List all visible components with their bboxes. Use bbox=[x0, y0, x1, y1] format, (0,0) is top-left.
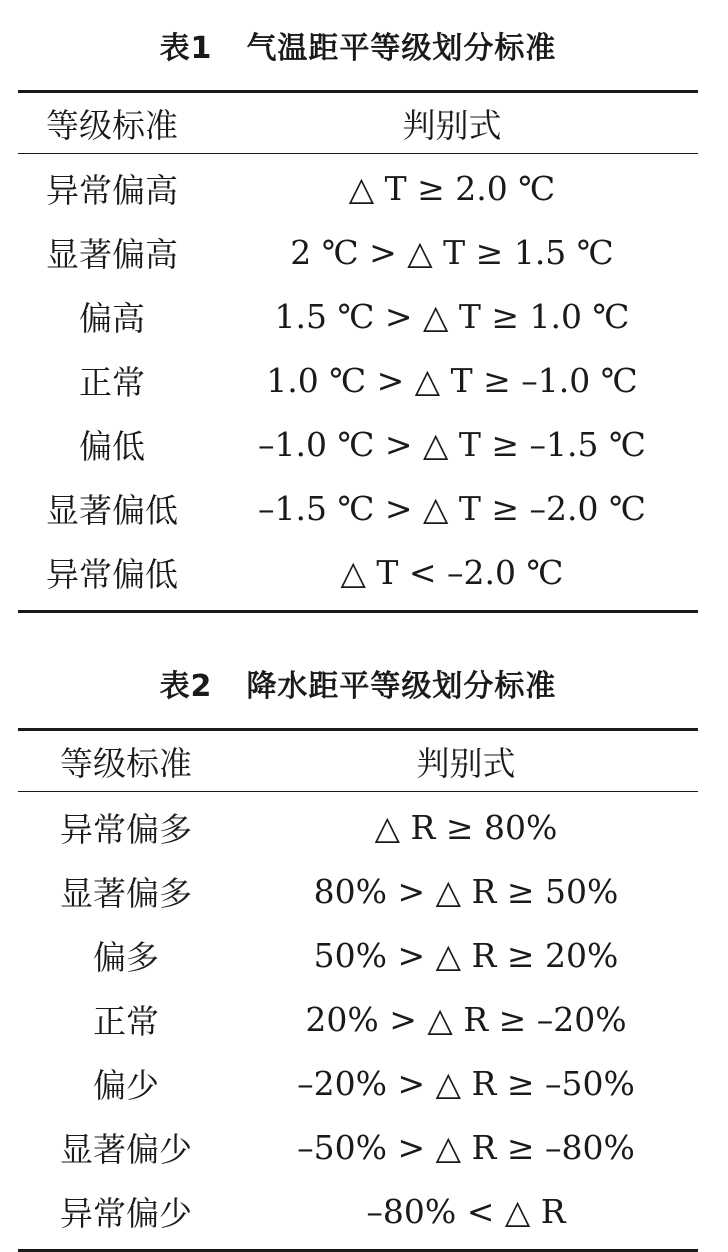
level-cell: 异常偏高 bbox=[46, 170, 178, 210]
criterion-cell: △ R ≥ 80% bbox=[374, 807, 558, 847]
criterion-cell: 1.0 ℃ > △ T ≥ –1.0 ℃ bbox=[266, 360, 638, 400]
table-row bbox=[18, 476, 698, 540]
level-cell: 偏少 bbox=[93, 1065, 159, 1105]
level-cell: 偏低 bbox=[79, 426, 145, 466]
criterion-cell: –1.0 ℃ > △ T ≥ –1.5 ℃ bbox=[258, 424, 646, 464]
table-caption bbox=[18, 0, 698, 90]
level-cell: 异常偏少 bbox=[60, 1193, 192, 1233]
precipitation-anomaly-table bbox=[18, 638, 698, 1252]
table-row bbox=[18, 412, 698, 476]
criterion-cell: △ T < –2.0 ℃ bbox=[340, 552, 564, 592]
table-row bbox=[18, 923, 698, 987]
header-level: 等级标准 bbox=[46, 105, 178, 145]
table-caption bbox=[18, 638, 698, 728]
criterion-cell: 1.5 ℃ > △ T ≥ 1.0 ℃ bbox=[274, 296, 630, 336]
level-cell: 偏多 bbox=[93, 937, 159, 977]
table-row bbox=[18, 859, 698, 923]
temperature-anomaly-table bbox=[18, 0, 698, 613]
header-criterion: 判别式 bbox=[402, 105, 502, 145]
caption-label: 表2 bbox=[159, 669, 213, 704]
table-header-row bbox=[18, 731, 698, 791]
level-cell: 显著偏高 bbox=[46, 234, 178, 274]
table-row bbox=[18, 1179, 698, 1243]
table-row bbox=[18, 1115, 698, 1179]
caption-title: 气温距平等级划分标准 bbox=[246, 31, 557, 66]
criterion-cell: –80% < △ R bbox=[366, 1191, 566, 1231]
criterion-cell: –50% > △ R ≥ –80% bbox=[297, 1127, 635, 1167]
level-cell: 正常 bbox=[79, 362, 145, 402]
criterion-cell: 20% > △ R ≥ –20% bbox=[305, 999, 627, 1039]
header-rule bbox=[18, 153, 698, 154]
criterion-cell: 80% > △ R ≥ 50% bbox=[313, 871, 619, 911]
level-cell: 显著偏多 bbox=[60, 873, 192, 913]
table-row bbox=[18, 348, 698, 412]
table-row bbox=[18, 795, 698, 859]
bottom-rule bbox=[18, 610, 698, 613]
level-cell: 显著偏低 bbox=[46, 490, 178, 530]
table-row bbox=[18, 284, 698, 348]
criterion-cell: –20% > △ R ≥ –50% bbox=[297, 1063, 635, 1103]
table-header-row bbox=[18, 93, 698, 153]
level-cell: 偏高 bbox=[79, 298, 145, 338]
criterion-cell: △ T ≥ 2.0 ℃ bbox=[348, 168, 556, 208]
level-cell: 异常偏低 bbox=[46, 554, 178, 594]
header-criterion: 判别式 bbox=[416, 743, 516, 783]
caption-title: 降水距平等级划分标准 bbox=[246, 669, 557, 704]
criterion-cell: –1.5 ℃ > △ T ≥ –2.0 ℃ bbox=[258, 488, 646, 528]
table-row bbox=[18, 987, 698, 1051]
table-row bbox=[18, 220, 698, 284]
level-cell: 显著偏少 bbox=[60, 1129, 192, 1169]
criterion-cell: 2 ℃ > △ T ≥ 1.5 ℃ bbox=[290, 232, 614, 272]
caption-label: 表1 bbox=[159, 31, 213, 66]
table-row bbox=[18, 156, 698, 220]
level-cell: 正常 bbox=[93, 1001, 159, 1041]
level-cell: 异常偏多 bbox=[60, 809, 192, 849]
criterion-cell: 50% > △ R ≥ 20% bbox=[313, 935, 619, 975]
header-rule bbox=[18, 791, 698, 792]
table-row bbox=[18, 540, 698, 604]
header-level: 等级标准 bbox=[60, 743, 192, 783]
table-row bbox=[18, 1051, 698, 1115]
